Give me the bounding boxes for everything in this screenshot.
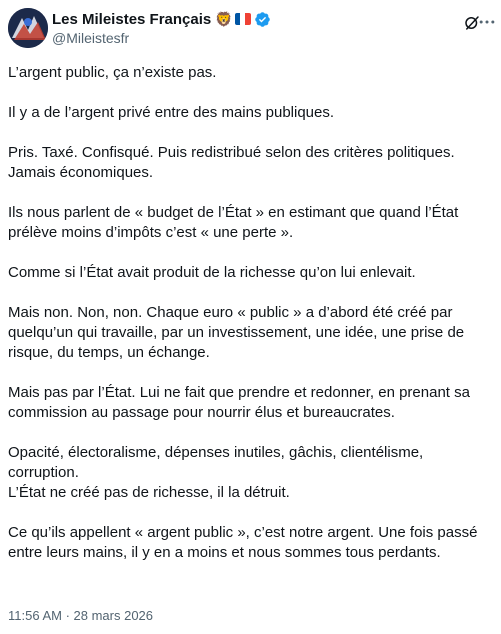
author-handle[interactable]: @Mileistesfr — [52, 30, 130, 46]
tweet-text — [8, 63, 494, 563]
tweet-header — [8, 6, 493, 50]
display-name[interactable]: Les Mileistes Français — [52, 10, 212, 28]
tweet-paragraph: Il y a de l’argent privé entre des mains publiques. — [8, 104, 335, 121]
lion-emoji: 🦁 — [215, 11, 233, 27]
tweet-timestamp[interactable]: 11:56 AM · 28 mars 2026 — [8, 608, 154, 623]
verified-badge-icon — [254, 11, 271, 28]
avatar[interactable] — [8, 8, 48, 48]
tweet-paragraph: Ce qu’ils appellent « argent public », c’est notre argent. Une fois passé entre leurs mains, il y en a moins et nous sommes tous perdants. — [8, 524, 478, 561]
tweet-paragraph: L’argent public, ça n’existe pas. — [8, 64, 217, 81]
tweet-paragraph: Mais non. Non, non. Chaque euro « public » a d’abord été créé par quelqu’un qui travaille, par un investissement, une idée, une prise de risque, du temps, un échange. — [8, 304, 465, 361]
tweet-paragraph: Mais pas par l’État. Lui ne fait que prendre et redonner, en prenant sa commission au passage pour nourrir élus et bureaucrates. — [8, 384, 470, 421]
tweet-paragraph: Ils nous parlent de « budget de l’État » en estimant que quand l’État prélève moins d’impôts c’est « une perte ». — [8, 204, 459, 241]
more-options-icon[interactable] — [477, 12, 497, 32]
author-names — [52, 9, 271, 46]
tweet-paragraph: Opacité, électoralisme, dépenses inutiles, gâchis, clientélisme, corruption. L’État ne créé pas de richesse, il la détruit. — [8, 444, 424, 501]
french-flag-icon — [235, 13, 251, 25]
display-name-row — [52, 9, 271, 29]
tweet-paragraph: Comme si l’État avait produit de la richesse qu’on lui enlevait. — [8, 264, 416, 281]
tweet-paragraph: Pris. Taxé. Confisqué. Puis redistribué selon des critères politiques. Jamais économiques. — [8, 144, 455, 181]
